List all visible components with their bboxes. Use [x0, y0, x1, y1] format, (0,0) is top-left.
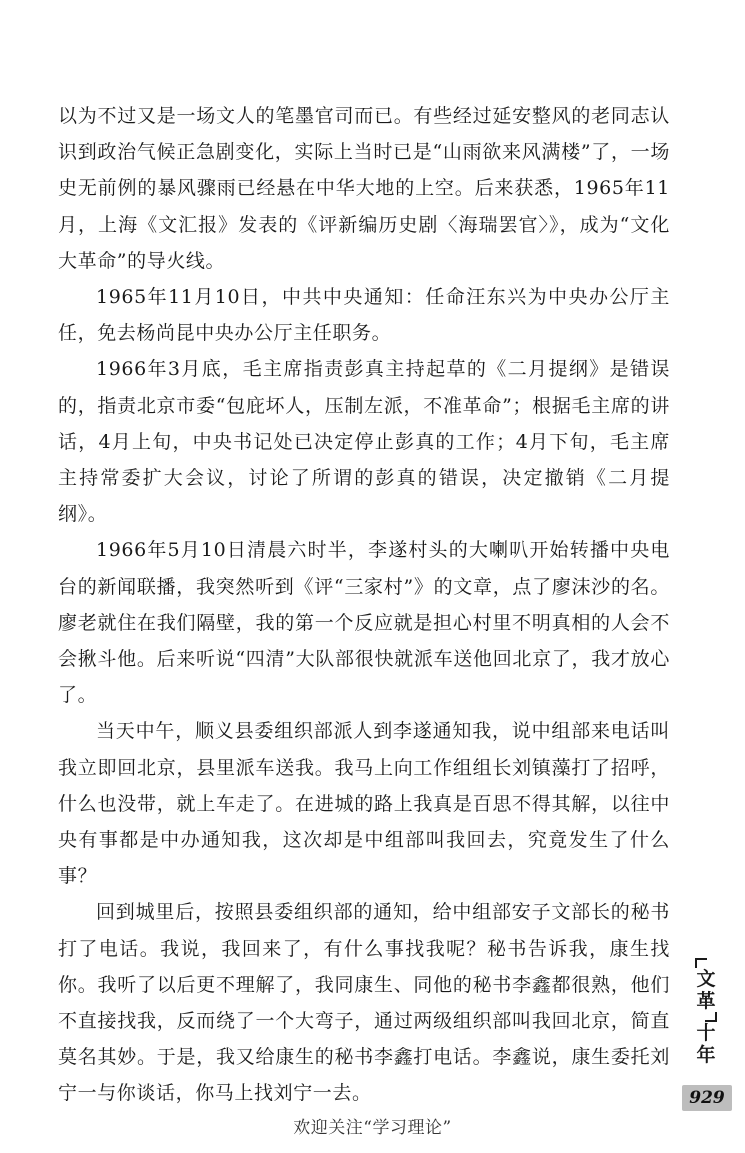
chapter-side-tab — [693, 958, 719, 1066]
paragraph-5: 当天中午，顺义县委组织部派人到李遂通知我，说中组部来电话叫我立即回北京，县里派车送我。我马上向工作组组长刘镇藻打了招呼，什么也没带，就上车走了。在进城的路上我真是百思不得其解，以往中央有事都是中办通知我，这次却是中组部叫我回去，究竟发生了什么事？ — [58, 720, 670, 888]
paragraph-6: 回到城里后，按照县委组织部的通知，给中组部安子文部长的秘书打了电话。我说，我回来了，有什么事找我呢？秘书告诉我，康生找你。我听了以后更不理解了，我同康生、同他的秘书李鑫都很熟，他们不直接找我，反而绕了一个大弯子，通过两级组织部叫我回北京，简直莫名其妙。于是，我又给康生的秘书李鑫打电话。李鑫说，康生委托刘宁一与你谈话，你马上找刘宁一去。 — [58, 901, 670, 1105]
bracket-top-icon — [695, 958, 707, 968]
page-number: 929 — [682, 1085, 732, 1111]
side-tab-char-4: 年 — [696, 1044, 716, 1066]
bracket-bottom-icon — [705, 1012, 717, 1022]
paragraph-3: 1966年3月底，毛主席指责彭真主持起草的《二月提纲》是错误的，指责北京市委“包庇坏人，压制左派，不准革命”；根据毛主席的讲话，4月上旬，中央书记处已决定停止彭真的工作；4月下旬，毛主席主持常委扩大会议，讨论了所谓的彭真的错误，决定撤销《二月提纲》。 — [58, 358, 670, 526]
body-text — [58, 98, 670, 1112]
footer-text: 欢迎关注“学习理论” — [293, 1118, 452, 1138]
paragraph-2: 1965年11月10日，中共中央通知：任命汪东兴为中央办公厅主任，免去杨尚昆中央办公厅主任职务。 — [58, 286, 670, 345]
paragraph-4: 1966年5月10日清晨六时半，李遂村头的大喇叭开始转播中央电台的新闻联播，我突然听到《评“三家村”》的文章，点了廖沫沙的名。廖老就住在我们隔壁，我的第一个反应就是担心村里不明真相的人会不会揪斗他。后来听说“四清”大队部很快就派车送他回北京了，我才放心了。 — [58, 539, 670, 707]
paragraph-1: 以为不过又是一场文人的笔墨官司而已。有些经过延安整风的老同志认识到政治气候正急剧变化，实际上当时已是“山雨欲来风满楼”了，一场史无前例的暴风骤雨已经悬在中华大地的上空。后来获悉，1965年11月，上海《文汇报》发表的《评新编历史剧〈海瑞罢官〉》，成为“文化大革命”的导火线。 — [58, 105, 670, 272]
side-tab-char-2: 革 — [696, 990, 716, 1012]
side-tab-char-1: 文 — [696, 968, 716, 990]
side-tab-char-3: 十 — [696, 1022, 716, 1044]
